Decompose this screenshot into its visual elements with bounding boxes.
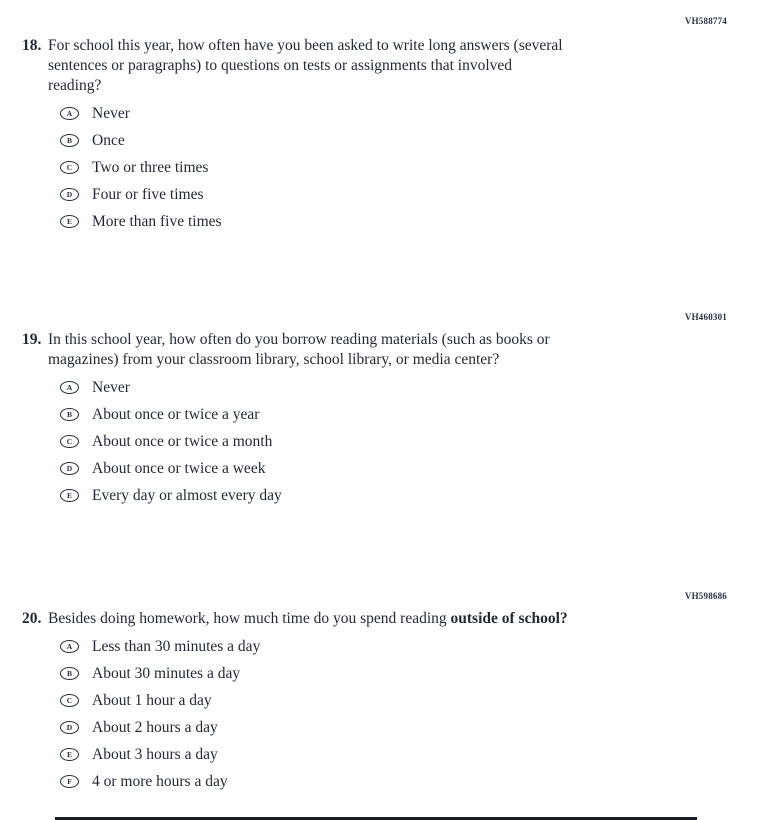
question-20-header (22, 609, 727, 629)
answer-option-about-3-hours[interactable] (22, 741, 727, 768)
option-bubble-e-icon[interactable]: E (60, 489, 79, 502)
answer-option-two-or-three-times[interactable] (22, 154, 727, 181)
question-text-bold: outside of school (450, 610, 560, 627)
option-label: Every day or almost every day (92, 486, 282, 504)
answer-option-about-1-hour[interactable] (22, 687, 727, 714)
option-bubble-d-icon[interactable]: D (60, 462, 79, 475)
question-19-options (22, 374, 727, 509)
option-label: About 2 hours a day (92, 718, 218, 736)
answer-option-once-twice-week[interactable] (22, 455, 727, 482)
option-bubble-a-icon[interactable]: A (60, 381, 79, 394)
option-bubble-b-icon[interactable]: B (60, 134, 79, 147)
answer-option-never[interactable] (22, 100, 727, 127)
question-text-line: In this school year, how often do you borrow reading materials (such as books or (48, 331, 550, 348)
option-label: Never (92, 378, 130, 396)
option-bubble-e-icon[interactable]: E (60, 748, 79, 761)
option-bubble-d-icon[interactable]: D (60, 721, 79, 734)
option-label: About once or twice a year (92, 405, 260, 423)
option-label: About once or twice a week (92, 459, 266, 477)
question-text-prefix: Besides doing homework, how much time do you spend reading (48, 610, 451, 627)
answer-option-4-or-more-hours[interactable] (22, 768, 727, 795)
option-bubble-a-icon[interactable]: A (60, 640, 79, 653)
question-20 (22, 609, 727, 795)
option-label: Two or three times (92, 158, 209, 176)
question-text-line: reading? (48, 77, 102, 94)
answer-option-never[interactable] (22, 374, 727, 401)
question-20-options (22, 633, 727, 795)
answer-option-less-than-30-min[interactable] (22, 633, 727, 660)
question-text (48, 609, 727, 629)
question-code: VH460301 (684, 312, 727, 322)
answer-option-once-twice-month[interactable] (22, 428, 727, 455)
question-text (48, 330, 727, 370)
answer-option-every-day[interactable] (22, 482, 727, 509)
question-18-options (22, 100, 727, 235)
answer-option-four-or-five-times[interactable] (22, 181, 727, 208)
option-bubble-d-icon[interactable]: D (60, 188, 79, 201)
question-number: 19. (22, 331, 42, 348)
option-bubble-f-icon[interactable]: F (60, 775, 79, 788)
option-label: Never (92, 104, 130, 122)
question-19-header (22, 330, 727, 370)
question-text-line: For school this year, how often have you been asked to write long answers (several (48, 37, 563, 54)
question-text-suffix: ? (559, 610, 568, 627)
option-label: 4 or more hours a day (92, 772, 228, 790)
option-bubble-e-icon[interactable]: E (60, 215, 79, 228)
option-bubble-b-icon[interactable]: B (60, 408, 79, 421)
question-number: 20. (22, 610, 42, 627)
answer-option-more-than-five-times[interactable] (22, 208, 727, 235)
question-19 (22, 330, 727, 509)
option-bubble-c-icon[interactable]: C (60, 694, 79, 707)
question-code: VH598686 (684, 591, 727, 601)
question-18 (22, 36, 727, 235)
option-label: Four or five times (92, 185, 204, 203)
option-label: More than five times (92, 212, 222, 230)
question-18-header (22, 36, 727, 96)
option-bubble-c-icon[interactable]: C (60, 161, 79, 174)
answer-option-about-2-hours[interactable] (22, 714, 727, 741)
option-label: About once or twice a month (92, 432, 273, 450)
question-text (48, 36, 727, 96)
question-text-line: magazines) from your classroom library, school library, or media center? (48, 351, 500, 368)
question-text-line: sentences or paragraphs) to questions on tests or assignments that involved (48, 57, 513, 74)
option-label: About 1 hour a day (92, 691, 212, 709)
option-label: Once (92, 131, 125, 149)
question-number: 18. (22, 37, 42, 54)
option-bubble-a-icon[interactable]: A (60, 107, 79, 120)
option-label: About 3 hours a day (92, 745, 218, 763)
question-text-line (48, 609, 727, 629)
option-label: Less than 30 minutes a day (92, 637, 261, 655)
answer-option-once[interactable] (22, 127, 727, 154)
answer-option-about-30-min[interactable] (22, 660, 727, 687)
answer-option-once-twice-year[interactable] (22, 401, 727, 428)
option-label: About 30 minutes a day (92, 664, 241, 682)
question-code: VH588774 (684, 16, 727, 26)
option-bubble-c-icon[interactable]: C (60, 435, 79, 448)
option-bubble-b-icon[interactable]: B (60, 667, 79, 680)
